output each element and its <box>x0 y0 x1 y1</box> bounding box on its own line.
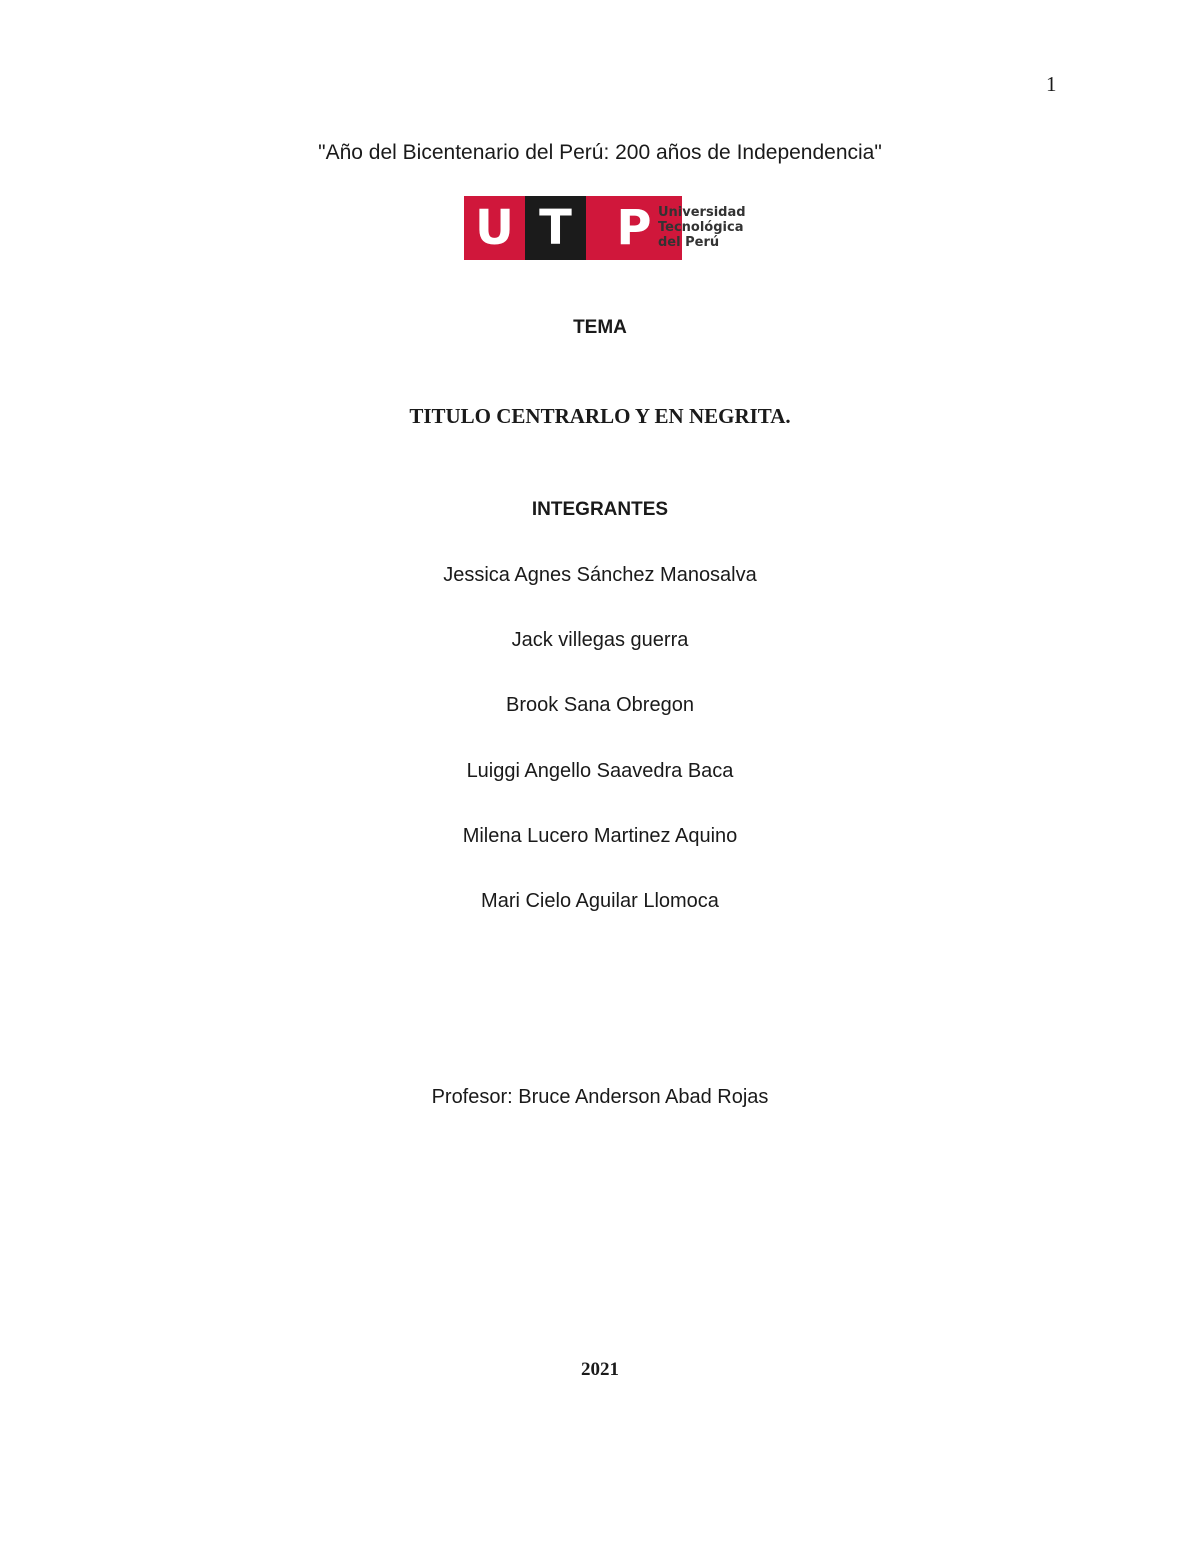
logo-university-name <box>658 205 746 250</box>
logo-letter-u: U <box>464 196 525 260</box>
member-name: Milena Lucero Martinez Aquino <box>462 825 738 847</box>
member-name: Brook Sana Obregon <box>506 694 694 716</box>
motto-line: "Año del Bicentenario del Perú: 200 años de Independencia" <box>318 141 882 164</box>
logo-name-line-3: del Perú <box>658 235 720 250</box>
member-name: Jessica Agnes Sánchez Manosalva <box>443 564 757 586</box>
year-label: 2021 <box>581 1359 619 1380</box>
logo-name-line-1: Universidad <box>658 205 746 220</box>
tema-heading: TEMA <box>573 317 627 338</box>
professor-line: Profesor: Bruce Anderson Abad Rojas <box>431 1086 769 1108</box>
document-title: TITULO CENTRARLO Y EN NEGRITA. <box>409 404 791 428</box>
page-number: 1 <box>1046 72 1057 96</box>
logo-letter-p: P <box>586 196 682 260</box>
logo-name-line-2: Tecnológica <box>658 220 744 235</box>
member-name: Mari Cielo Aguilar Llomoca <box>481 890 719 912</box>
member-name: Luiggi Angello Saavedra Baca <box>466 760 734 782</box>
member-name: Jack villegas guerra <box>511 629 689 651</box>
logo-letter-t: T <box>525 196 586 260</box>
integrantes-heading: INTEGRANTES <box>531 499 669 520</box>
utp-logo <box>464 196 754 260</box>
